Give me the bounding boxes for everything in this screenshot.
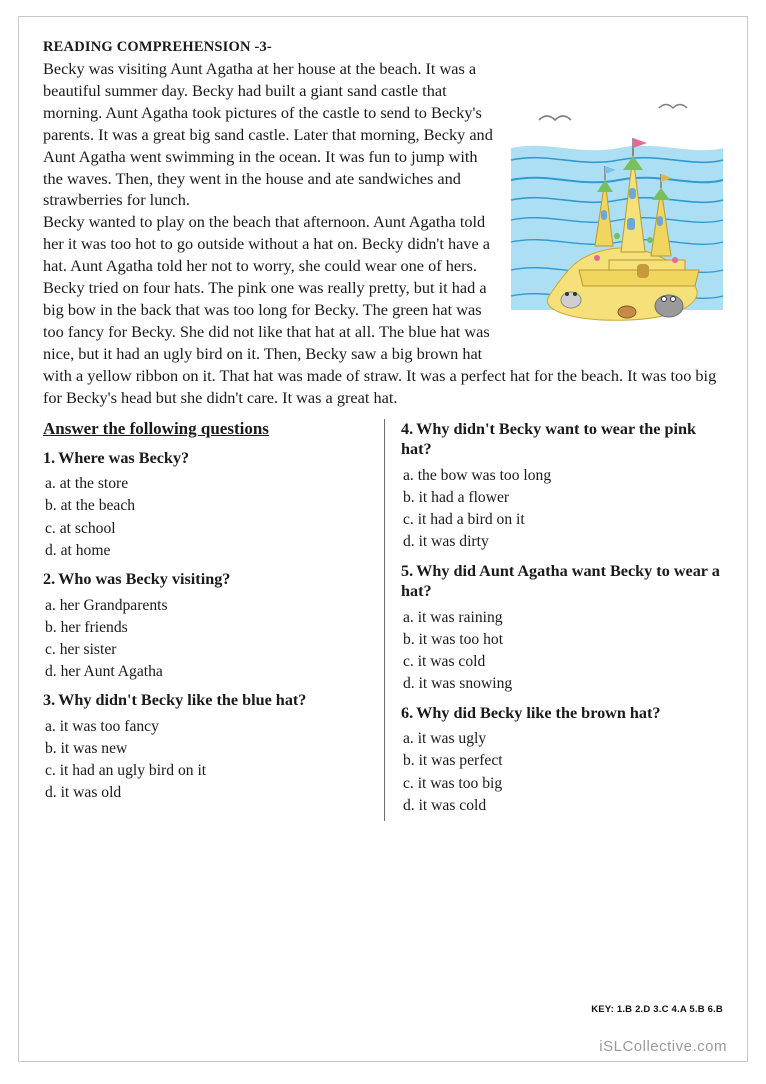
option-1b[interactable]: b. at the beach: [45, 497, 136, 515]
question-1: [43, 448, 370, 469]
beach-castle-illustration: [509, 60, 725, 350]
question-6: [401, 703, 725, 724]
question-5-options: [401, 607, 725, 696]
question-6-number: 6.: [401, 703, 414, 722]
option-3a[interactable]: a. it was too fancy: [45, 717, 159, 735]
question-3: [43, 690, 370, 711]
questions-heading: Answer the following questions: [43, 418, 269, 438]
question-4-number: 4.: [401, 419, 414, 438]
questions-block: [43, 419, 725, 821]
option-4d[interactable]: d. it was dirty: [403, 533, 489, 551]
question-3-number: 3.: [43, 691, 56, 710]
option-6c[interactable]: c. it was too big: [403, 774, 503, 792]
question-3-text: Why didn't Becky like the blue hat?: [58, 691, 307, 710]
option-4c[interactable]: c. it had a bird on it: [403, 511, 525, 529]
question-2: [43, 569, 370, 590]
worksheet-content: [43, 39, 725, 821]
option-1d[interactable]: d. at home: [45, 541, 111, 559]
worksheet-page: [18, 16, 748, 1062]
question-4: [401, 419, 725, 460]
option-2d[interactable]: d. her Aunt Agatha: [45, 662, 163, 680]
question-2-text: Who was Becky visiting?: [58, 569, 231, 588]
question-6-text: Why did Becky like the brown hat?: [416, 703, 661, 722]
passage-paragraph-1: Becky was visiting Aunt Agatha at her house at the beach. It was a beautiful summer day. Becky had built a giant sand castle that morning. Aunt Agatha took pictures of the castle to send to Becky's parents. It was a great big sand castle. Later that morning, Becky and Aunt Agatha went swimming in the ocean. It was fun to jump with the waves. Then, they went in the house and ate sandwiches and strawberries for lunch.: [43, 59, 493, 210]
option-5a[interactable]: a. it was raining: [403, 609, 503, 626]
questions-column-right: [384, 419, 725, 821]
option-2b[interactable]: b. her friends: [45, 618, 128, 636]
option-2a[interactable]: a. her Grandparents: [45, 596, 168, 614]
questions-column-left: [43, 419, 384, 821]
page-title: READING COMPREHENSION -3-: [43, 39, 272, 55]
option-1c[interactable]: c. at school: [45, 519, 116, 537]
option-6b[interactable]: b. it was perfect: [403, 752, 503, 770]
question-5-number: 5.: [401, 561, 414, 580]
option-4b[interactable]: b. it had a flower: [403, 489, 510, 507]
option-4a[interactable]: a. the bow was too long: [403, 466, 552, 484]
question-1-options: [43, 473, 370, 562]
option-5c[interactable]: c. it was cold: [403, 653, 486, 671]
option-3d[interactable]: d. it was old: [45, 784, 122, 802]
option-6a[interactable]: a. it was ugly: [403, 730, 487, 748]
question-4-options: [401, 465, 725, 554]
question-3-options: [43, 716, 370, 805]
option-5d[interactable]: d. it was snowing: [403, 675, 513, 693]
question-5-text: Why did Aunt Agatha want Becky to wear a hat?: [401, 561, 720, 601]
option-2c[interactable]: c. her sister: [45, 640, 117, 658]
question-5: [401, 561, 725, 602]
question-1-text: Where was Becky?: [58, 448, 190, 467]
passage-paragraph-2: Becky wanted to play on the beach that afternoon. Aunt Agatha told her it was too hot to go outside without a hat on. Becky didn't have a hat. Aunt Agatha told her not to worry, she could wear one of hers. Becky tried on four hats. The pink one was really pretty, but it had a big bow in the back that was too long for Becky. The green hat was too fancy for Becky. She did not like that hat at all. The blue hat was nice, but it had an ugly bird on it. Then, Becky saw a big brown hat with a yellow ribbon on it. That hat was made of straw. It was a perfect hat for the beach. It was too big for Becky's head but she didn't care. It was a great hat.: [43, 212, 717, 407]
option-5b[interactable]: b. it was too hot: [403, 631, 504, 649]
question-4-text: Why didn't Becky want to wear the pink hat?: [401, 419, 697, 459]
answer-key: KEY: 1.B 2.D 3.C 4.A 5.B 6.B: [591, 1004, 723, 1015]
question-6-options: [401, 728, 725, 817]
question-1-number: 1.: [43, 448, 56, 467]
option-3b[interactable]: b. it was new: [45, 739, 128, 757]
question-2-number: 2.: [43, 569, 56, 588]
option-6d[interactable]: d. it was cold: [403, 796, 487, 814]
option-1a[interactable]: a. at the store: [45, 475, 129, 493]
site-watermark: iSLCollective.com: [599, 1038, 727, 1055]
option-3c[interactable]: c. it had an ugly bird on it: [45, 762, 207, 780]
question-2-options: [43, 595, 370, 684]
